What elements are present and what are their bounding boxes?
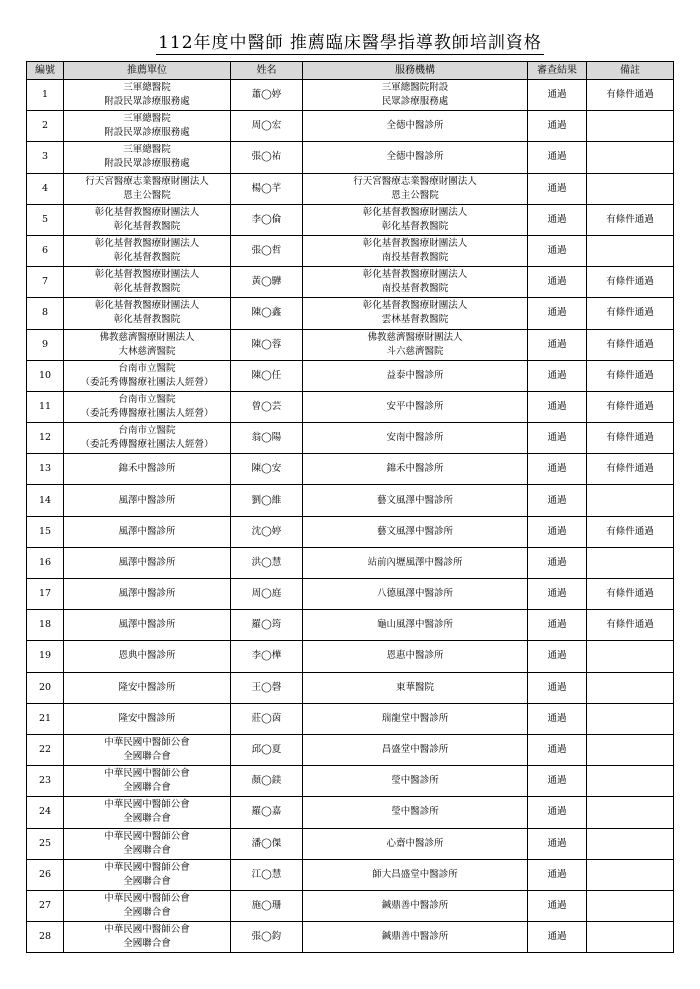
table-row bbox=[27, 235, 674, 266]
cell-review-result: 通過 bbox=[528, 610, 587, 641]
cell-recommending-unit: 中華民國中醫師公會 全國聯合會 bbox=[64, 766, 231, 797]
cell-remarks bbox=[587, 766, 674, 797]
table-row bbox=[27, 672, 674, 703]
cell-name: 劉◯維 bbox=[231, 485, 303, 516]
cell-remarks bbox=[587, 111, 674, 142]
cell-name: 羅◯筠 bbox=[231, 610, 303, 641]
cell-recommending-unit: 風澤中醫診所 bbox=[64, 579, 231, 610]
cell-remarks: 有條件通過 bbox=[587, 204, 674, 235]
cell-recommending-unit: 風澤中醫診所 bbox=[64, 516, 231, 547]
table-row bbox=[27, 859, 674, 890]
cell-remarks: 有條件通過 bbox=[587, 391, 674, 422]
cell-review-result: 通過 bbox=[528, 360, 587, 391]
cell-service-organization: 三軍總醫院附設 民眾診療服務處 bbox=[303, 80, 528, 111]
cell-name: 潘◯傑 bbox=[231, 828, 303, 859]
cell-recommending-unit: 中華民國中醫師公會 全國聯合會 bbox=[64, 859, 231, 890]
cell-remarks bbox=[587, 672, 674, 703]
cell-review-result: 通過 bbox=[528, 859, 587, 890]
cell-review-result: 通過 bbox=[528, 423, 587, 454]
cell-number: 7 bbox=[27, 267, 64, 298]
table-row bbox=[27, 298, 674, 329]
table-row bbox=[27, 173, 674, 204]
table-row bbox=[27, 80, 674, 111]
cell-remarks: 有條件通過 bbox=[587, 579, 674, 610]
cell-name: 陳◯任 bbox=[231, 360, 303, 391]
cell-service-organization: 全德中醫診所 bbox=[303, 111, 528, 142]
cell-name: 陳◯鑫 bbox=[231, 298, 303, 329]
cell-name: 張◯鈞 bbox=[231, 922, 303, 953]
cell-remarks bbox=[587, 922, 674, 953]
cell-review-result: 通過 bbox=[528, 142, 587, 173]
cell-service-organization: 瑩中醫診所 bbox=[303, 766, 528, 797]
cell-number: 1 bbox=[27, 80, 64, 111]
cell-review-result: 通過 bbox=[528, 516, 587, 547]
header-remarks: 備註 bbox=[587, 62, 674, 80]
cell-recommending-unit: 三軍總醫院 附設民眾診療服務處 bbox=[64, 111, 231, 142]
cell-service-organization: 昌盛堂中醫診所 bbox=[303, 734, 528, 765]
cell-remarks: 有條件通過 bbox=[587, 267, 674, 298]
cell-remarks bbox=[587, 703, 674, 734]
cell-remarks bbox=[587, 890, 674, 921]
cell-service-organization: 心齋中醫診所 bbox=[303, 828, 528, 859]
cell-number: 2 bbox=[27, 111, 64, 142]
cell-name: 羅◯嘉 bbox=[231, 797, 303, 828]
cell-review-result: 通過 bbox=[528, 298, 587, 329]
cell-recommending-unit: 彰化基督教醫療財團法人 彰化基督教醫院 bbox=[64, 267, 231, 298]
cell-recommending-unit: 中華民國中醫師公會 全國聯合會 bbox=[64, 890, 231, 921]
qualification-table bbox=[26, 61, 674, 953]
cell-review-result: 通過 bbox=[528, 235, 587, 266]
cell-number: 24 bbox=[27, 797, 64, 828]
cell-service-organization: 彰化基督教醫療財團法人 南投基督教醫院 bbox=[303, 267, 528, 298]
cell-service-organization: 益泰中醫診所 bbox=[303, 360, 528, 391]
cell-number: 15 bbox=[27, 516, 64, 547]
cell-review-result: 通過 bbox=[528, 579, 587, 610]
cell-review-result: 通過 bbox=[528, 797, 587, 828]
cell-recommending-unit: 彰化基督教醫療財團法人 彰化基督教醫院 bbox=[64, 298, 231, 329]
cell-name: 顏◯鎂 bbox=[231, 766, 303, 797]
cell-recommending-unit: 風澤中醫診所 bbox=[64, 485, 231, 516]
cell-number: 19 bbox=[27, 641, 64, 672]
cell-number: 18 bbox=[27, 610, 64, 641]
cell-remarks: 有條件通過 bbox=[587, 80, 674, 111]
table-header-row bbox=[27, 62, 674, 80]
cell-review-result: 通過 bbox=[528, 111, 587, 142]
table-row bbox=[27, 329, 674, 360]
cell-recommending-unit: 三軍總醫院 附設民眾診療服務處 bbox=[64, 142, 231, 173]
cell-service-organization: 鍼鼎善中醫診所 bbox=[303, 890, 528, 921]
cell-remarks bbox=[587, 547, 674, 578]
cell-remarks bbox=[587, 828, 674, 859]
cell-name: 李◯倫 bbox=[231, 204, 303, 235]
cell-remarks: 有條件通過 bbox=[587, 516, 674, 547]
table-row bbox=[27, 111, 674, 142]
cell-review-result: 通過 bbox=[528, 766, 587, 797]
cell-name: 黃◯驊 bbox=[231, 267, 303, 298]
cell-review-result: 通過 bbox=[528, 703, 587, 734]
cell-service-organization: 瑩中醫診所 bbox=[303, 797, 528, 828]
cell-service-organization: 藝文風澤中醫診所 bbox=[303, 516, 528, 547]
cell-recommending-unit: 彰化基督教醫療財團法人 彰化基督教醫院 bbox=[64, 235, 231, 266]
table-row bbox=[27, 267, 674, 298]
cell-service-organization: 行天宮醫療志業醫療財團法人 恩主公醫院 bbox=[303, 173, 528, 204]
cell-name: 陳◯蓉 bbox=[231, 329, 303, 360]
cell-remarks: 有條件通過 bbox=[587, 610, 674, 641]
table-row bbox=[27, 610, 674, 641]
cell-name: 翁◯陽 bbox=[231, 423, 303, 454]
cell-recommending-unit: 台南市立醫院 （委託秀傳醫療社團法人經營） bbox=[64, 423, 231, 454]
cell-remarks bbox=[587, 859, 674, 890]
cell-service-organization: 藝文風澤中醫診所 bbox=[303, 485, 528, 516]
cell-recommending-unit: 恩典中醫診所 bbox=[64, 641, 231, 672]
cell-remarks bbox=[587, 734, 674, 765]
cell-recommending-unit: 彰化基督教醫療財團法人 彰化基督教醫院 bbox=[64, 204, 231, 235]
table-row bbox=[27, 766, 674, 797]
cell-review-result: 通過 bbox=[528, 922, 587, 953]
cell-number: 25 bbox=[27, 828, 64, 859]
cell-name: 沈◯婷 bbox=[231, 516, 303, 547]
cell-name: 陳◯安 bbox=[231, 454, 303, 485]
cell-review-result: 通過 bbox=[528, 173, 587, 204]
table-row bbox=[27, 922, 674, 953]
table-row bbox=[27, 360, 674, 391]
table-body bbox=[27, 80, 674, 953]
cell-recommending-unit: 中華民國中醫師公會 全國聯合會 bbox=[64, 734, 231, 765]
cell-number: 12 bbox=[27, 423, 64, 454]
cell-recommending-unit: 台南市立醫院 （委託秀傳醫療社團法人經營） bbox=[64, 391, 231, 422]
cell-recommending-unit: 風澤中醫診所 bbox=[64, 610, 231, 641]
cell-review-result: 通過 bbox=[528, 828, 587, 859]
cell-number: 11 bbox=[27, 391, 64, 422]
cell-recommending-unit: 三軍總醫院 附設民眾診療服務處 bbox=[64, 80, 231, 111]
cell-remarks: 有條件通過 bbox=[587, 423, 674, 454]
cell-name: 曾◯芸 bbox=[231, 391, 303, 422]
cell-name: 楊◯芊 bbox=[231, 173, 303, 204]
table-row bbox=[27, 391, 674, 422]
cell-number: 10 bbox=[27, 360, 64, 391]
cell-name: 張◯祐 bbox=[231, 142, 303, 173]
cell-service-organization: 站前內壢風澤中醫診所 bbox=[303, 547, 528, 578]
cell-review-result: 通過 bbox=[528, 672, 587, 703]
cell-remarks: 有條件通過 bbox=[587, 329, 674, 360]
cell-number: 21 bbox=[27, 703, 64, 734]
table-row bbox=[27, 734, 674, 765]
cell-service-organization: 恩惠中醫診所 bbox=[303, 641, 528, 672]
cell-review-result: 通過 bbox=[528, 391, 587, 422]
cell-review-result: 通過 bbox=[528, 204, 587, 235]
table-row bbox=[27, 516, 674, 547]
cell-number: 28 bbox=[27, 922, 64, 953]
cell-number: 8 bbox=[27, 298, 64, 329]
table-row bbox=[27, 703, 674, 734]
cell-number: 6 bbox=[27, 235, 64, 266]
header-number: 編號 bbox=[27, 62, 64, 80]
header-recommending-unit: 推薦單位 bbox=[64, 62, 231, 80]
cell-name: 邱◯夏 bbox=[231, 734, 303, 765]
cell-name: 施◯珊 bbox=[231, 890, 303, 921]
header-name: 姓名 bbox=[231, 62, 303, 80]
cell-name: 王◯磬 bbox=[231, 672, 303, 703]
page-title-text: 112年度中醫師 推薦臨床醫學指導教師培訓資格 bbox=[158, 33, 542, 53]
cell-review-result: 通過 bbox=[528, 641, 587, 672]
cell-service-organization: 師大昌盛堂中醫診所 bbox=[303, 859, 528, 890]
cell-service-organization: 錦禾中醫診所 bbox=[303, 454, 528, 485]
cell-service-organization: 鍼鼎善中醫診所 bbox=[303, 922, 528, 953]
cell-recommending-unit: 風澤中醫診所 bbox=[64, 547, 231, 578]
cell-number: 22 bbox=[27, 734, 64, 765]
header-service-organization: 服務機構 bbox=[303, 62, 528, 80]
table-row bbox=[27, 485, 674, 516]
cell-remarks bbox=[587, 173, 674, 204]
cell-review-result: 通過 bbox=[528, 267, 587, 298]
cell-remarks bbox=[587, 641, 674, 672]
table-row bbox=[27, 204, 674, 235]
cell-review-result: 通過 bbox=[528, 485, 587, 516]
table-row bbox=[27, 641, 674, 672]
table-row bbox=[27, 828, 674, 859]
cell-number: 14 bbox=[27, 485, 64, 516]
cell-name: 李◯樺 bbox=[231, 641, 303, 672]
cell-remarks bbox=[587, 797, 674, 828]
cell-recommending-unit: 中華民國中醫師公會 全國聯合會 bbox=[64, 922, 231, 953]
cell-name: 周◯庭 bbox=[231, 579, 303, 610]
cell-number: 17 bbox=[27, 579, 64, 610]
cell-service-organization: 龜山風澤中醫診所 bbox=[303, 610, 528, 641]
cell-remarks: 有條件通過 bbox=[587, 454, 674, 485]
table-row bbox=[27, 890, 674, 921]
cell-number: 13 bbox=[27, 454, 64, 485]
cell-number: 4 bbox=[27, 173, 64, 204]
cell-name: 洪◯慧 bbox=[231, 547, 303, 578]
cell-service-organization: 東華醫院 bbox=[303, 672, 528, 703]
table-row bbox=[27, 547, 674, 578]
cell-service-organization: 八德風澤中醫診所 bbox=[303, 579, 528, 610]
cell-recommending-unit: 台南市立醫院 （委託秀傳醫療社團法人經營） bbox=[64, 360, 231, 391]
cell-number: 20 bbox=[27, 672, 64, 703]
table-row bbox=[27, 797, 674, 828]
cell-service-organization: 彰化基督教醫療財團法人 南投基督教醫院 bbox=[303, 235, 528, 266]
cell-name: 蕭◯婷 bbox=[231, 80, 303, 111]
cell-remarks: 有條件通過 bbox=[587, 298, 674, 329]
cell-review-result: 通過 bbox=[528, 890, 587, 921]
table-row bbox=[27, 142, 674, 173]
cell-number: 3 bbox=[27, 142, 64, 173]
cell-recommending-unit: 行天宮醫療志業醫療財團法人 恩主公醫院 bbox=[64, 173, 231, 204]
cell-number: 23 bbox=[27, 766, 64, 797]
cell-recommending-unit: 中華民國中醫師公會 全國聯合會 bbox=[64, 828, 231, 859]
cell-name: 莊◯茵 bbox=[231, 703, 303, 734]
cell-number: 26 bbox=[27, 859, 64, 890]
cell-name: 周◯宏 bbox=[231, 111, 303, 142]
cell-name: 張◯哲 bbox=[231, 235, 303, 266]
cell-name: 江◯慧 bbox=[231, 859, 303, 890]
cell-service-organization: 全德中醫診所 bbox=[303, 142, 528, 173]
cell-review-result: 通過 bbox=[528, 329, 587, 360]
cell-service-organization: 瑞龍堂中醫診所 bbox=[303, 703, 528, 734]
cell-number: 5 bbox=[27, 204, 64, 235]
cell-review-result: 通過 bbox=[528, 80, 587, 111]
header-review-result: 審查結果 bbox=[528, 62, 587, 80]
cell-recommending-unit: 佛教慈濟醫療財團法人 大林慈濟醫院 bbox=[64, 329, 231, 360]
cell-recommending-unit: 中華民國中醫師公會 全國聯合會 bbox=[64, 797, 231, 828]
cell-review-result: 通過 bbox=[528, 734, 587, 765]
table-row bbox=[27, 579, 674, 610]
cell-remarks bbox=[587, 485, 674, 516]
cell-review-result: 通過 bbox=[528, 454, 587, 485]
table-row bbox=[27, 454, 674, 485]
cell-service-organization: 佛教慈濟醫療財團法人 斗六慈濟醫院 bbox=[303, 329, 528, 360]
cell-number: 27 bbox=[27, 890, 64, 921]
table-row bbox=[27, 423, 674, 454]
cell-number: 16 bbox=[27, 547, 64, 578]
cell-remarks bbox=[587, 235, 674, 266]
cell-recommending-unit: 隆安中醫診所 bbox=[64, 672, 231, 703]
cell-service-organization: 安平中醫診所 bbox=[303, 391, 528, 422]
cell-remarks: 有條件通過 bbox=[587, 360, 674, 391]
cell-recommending-unit: 隆安中醫診所 bbox=[64, 703, 231, 734]
cell-service-organization: 彰化基督教醫療財團法人 雲林基督教醫院 bbox=[303, 298, 528, 329]
cell-service-organization: 彰化基督教醫療財團法人 彰化基督教醫院 bbox=[303, 204, 528, 235]
cell-number: 9 bbox=[27, 329, 64, 360]
cell-review-result: 通過 bbox=[528, 547, 587, 578]
page-title bbox=[0, 28, 700, 53]
cell-recommending-unit: 錦禾中醫診所 bbox=[64, 454, 231, 485]
cell-service-organization: 安南中醫診所 bbox=[303, 423, 528, 454]
cell-remarks bbox=[587, 142, 674, 173]
